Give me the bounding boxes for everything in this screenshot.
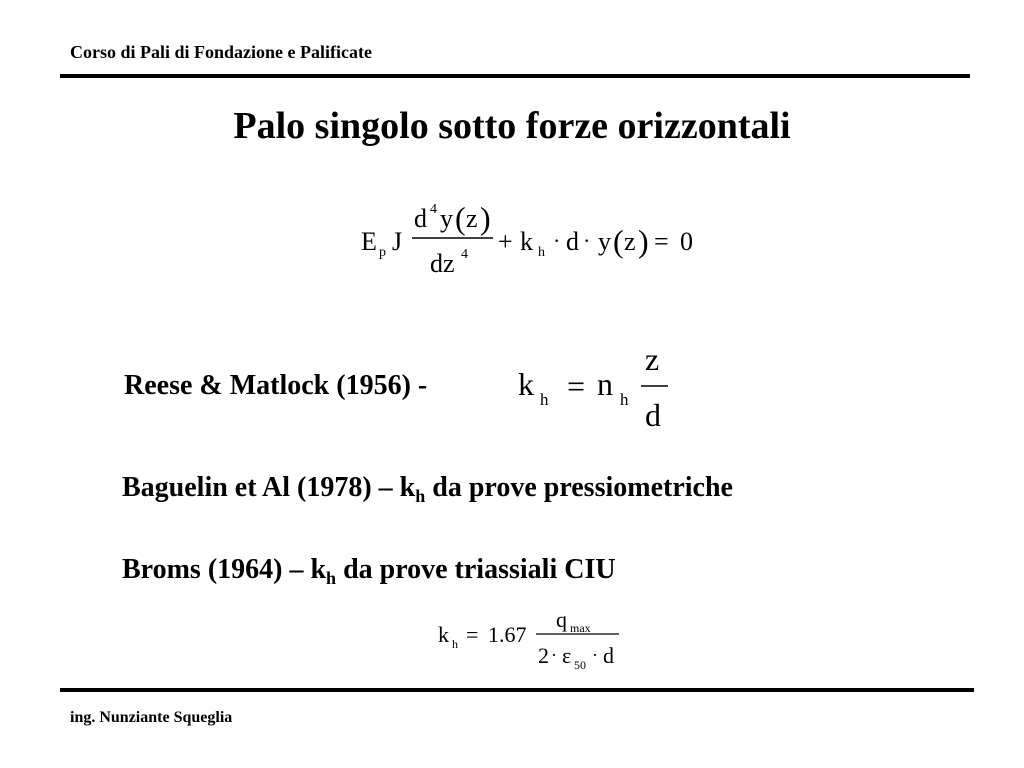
eq1-num-z: z [466, 204, 478, 233]
eq1-rparen: ) [638, 223, 649, 259]
reese-n: n [597, 366, 613, 402]
broms-sub-h: h [326, 568, 337, 588]
slide-title: Palo singolo sotto forze orizzontali [233, 105, 791, 147]
reese-label: Reese & Matlock (1956) - [124, 370, 428, 401]
reese-k: k [518, 366, 534, 402]
eq2-sub-max: max [570, 621, 591, 635]
eq1-J: J [392, 227, 403, 256]
author-footer: ing. Nunziante Squeglia [70, 709, 233, 726]
reese-num-z: z [645, 341, 660, 377]
eq1-zero: 0 [680, 227, 693, 256]
eq2-q: q [556, 607, 567, 632]
broms-suffix: da prove triassiali CIU [336, 554, 616, 585]
baguelin-suffix: da prove pressiometriche [425, 472, 733, 503]
baguelin-line [122, 472, 733, 507]
eq1-sub-h: h [538, 245, 545, 260]
broms-prefix: Broms (1964) – k [122, 554, 327, 585]
eq1-lparen: ( [613, 223, 624, 259]
eq1-den-dz: dz [430, 249, 455, 278]
eq1-num-y: y [440, 204, 453, 233]
eq1-sub-p: p [379, 245, 386, 260]
reese-sub-h: h [540, 390, 549, 409]
eq1-num-rparen: ) [480, 200, 491, 236]
baguelin-prefix: Baguelin et Al (1978) – k [122, 472, 416, 503]
eq1-d: d [566, 227, 579, 256]
eq1-num-d: d [414, 204, 427, 233]
eq2-eps: ε [562, 643, 572, 668]
eq1-z: z [624, 227, 636, 256]
eq1-dot2: · [583, 228, 591, 253]
reese-equals: = [567, 368, 586, 404]
bottom-divider [60, 688, 974, 692]
eq1-num-exp: 4 [430, 202, 437, 217]
eq1-plus: + [498, 227, 513, 256]
eq1-E: E [361, 227, 377, 256]
eq2-equals: = [466, 622, 479, 647]
eq1-dot1: · [553, 228, 561, 253]
reese-sub-h2: h [620, 390, 629, 409]
eq2-dot1: · [551, 645, 557, 665]
eq1-equals: = [654, 227, 669, 256]
eq2-two: 2 [538, 643, 549, 668]
eq1-den-exp: 4 [461, 247, 468, 262]
eq2-d: d [603, 643, 614, 668]
eq2-dot2: · [592, 645, 598, 665]
eq1-k: k [520, 227, 533, 256]
eq1-y: y [598, 227, 611, 256]
eq1-num-lparen: ( [455, 200, 466, 236]
baguelin-sub-h: h [415, 486, 426, 506]
eq2-coef: 1.67 [488, 622, 527, 647]
course-title: Corso di Pali di Fondazione e Palificate [70, 42, 372, 62]
broms-line [122, 554, 616, 589]
eq2-sub-50: 50 [574, 658, 586, 672]
eq2-sub-h: h [452, 637, 458, 651]
eq2-k: k [438, 622, 449, 647]
reese-den-d: d [645, 397, 661, 433]
